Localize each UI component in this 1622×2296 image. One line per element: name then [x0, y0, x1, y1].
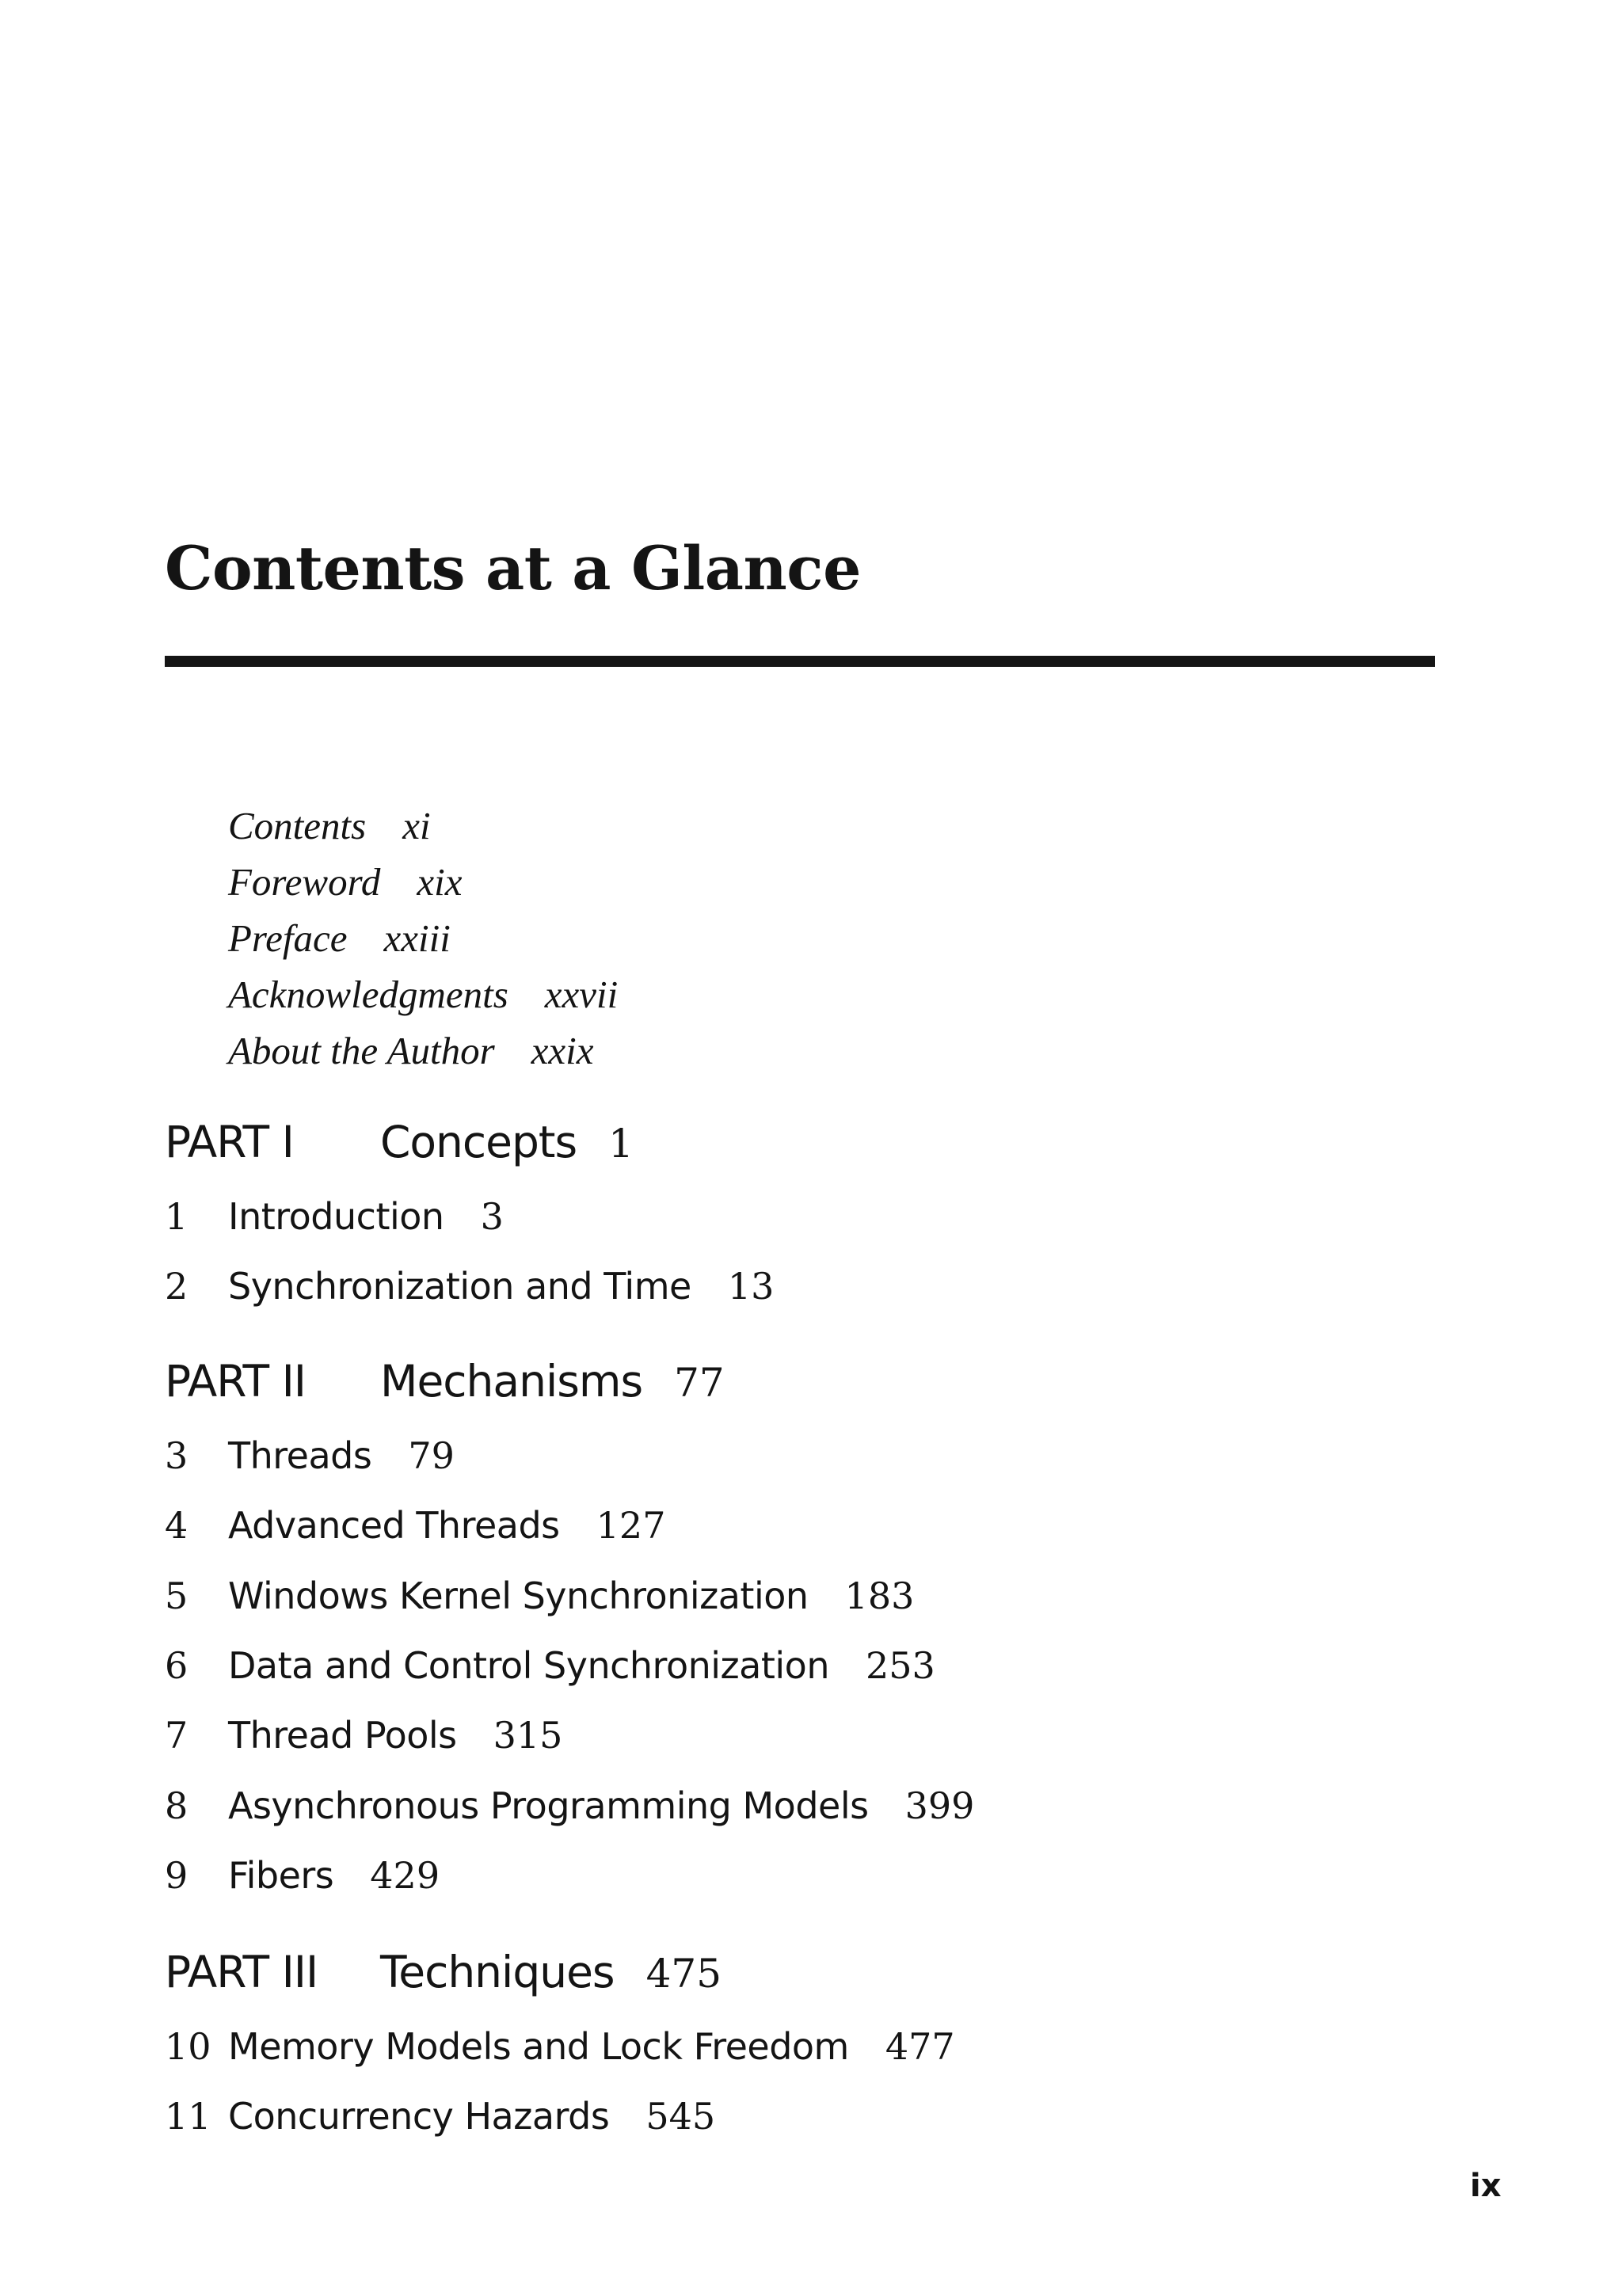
part-page: 77: [674, 1360, 725, 1406]
chapter-page: 429: [370, 1854, 440, 1897]
chapter-title: Memory Models and Lock Freedom: [228, 2025, 849, 2068]
chapter-number: 5: [165, 1574, 188, 1617]
chapter-page: 3: [480, 1195, 504, 1238]
chapter-number: 4: [165, 1504, 188, 1547]
part-page: 1: [608, 1121, 634, 1167]
chapter-title: Data and Control Synchronization: [228, 1644, 829, 1687]
toc-entry-foreword: [228, 860, 463, 904]
entry-label: Acknowledgments: [228, 973, 508, 1016]
chapter-page: 545: [645, 2095, 716, 2138]
toc-entry-about-the-author: [228, 1031, 594, 1070]
chapter-page: 127: [596, 1504, 666, 1547]
entry-label: About the Author: [228, 1029, 495, 1072]
part-tag: PART III: [165, 1947, 318, 1997]
title-rule: [165, 656, 1435, 667]
chapter-title: Windows Kernel Synchronization: [228, 1574, 809, 1617]
entry-page: xxiii: [383, 916, 451, 960]
chapter-page: 79: [408, 1434, 455, 1477]
chapter-page: 399: [904, 1784, 975, 1827]
chapter-title: Concurrency Hazards: [228, 2095, 610, 2138]
entry-label: Preface: [228, 916, 348, 960]
chapter-number: 7: [165, 1714, 188, 1757]
chapter-page: 477: [885, 2025, 955, 2068]
chapter-number: 10: [165, 2025, 211, 2068]
page-number: ix: [1470, 2168, 1502, 2204]
page-title: Contents at a Glance: [165, 533, 861, 604]
chapter-page: 315: [493, 1714, 563, 1757]
part-name: Techniques: [380, 1947, 615, 1997]
chapter-title: Fibers: [228, 1854, 334, 1897]
chapter-title: Asynchronous Programming Models: [228, 1784, 869, 1827]
part-name: Mechanisms: [380, 1356, 643, 1407]
toc-entry-contents: [228, 806, 431, 845]
chapter-number: 9: [165, 1854, 188, 1897]
part-tag: PART I: [165, 1117, 294, 1167]
entry-page: xix: [417, 860, 463, 904]
chapter-title: Thread Pools: [228, 1714, 457, 1757]
part-tag: PART II: [165, 1356, 307, 1407]
entry-page: xxvii: [544, 973, 619, 1016]
entry-label: Contents: [228, 804, 367, 847]
chapter-number: 1: [165, 1195, 188, 1238]
toc-entry-acknowledgments: [228, 975, 618, 1014]
chapter-title: Advanced Threads: [228, 1504, 560, 1547]
chapter-title: Threads: [228, 1434, 372, 1477]
toc-entry-preface: [228, 916, 451, 960]
chapter-title: Introduction: [228, 1195, 444, 1238]
chapter-number: 8: [165, 1784, 188, 1827]
entry-page: xi: [402, 804, 431, 847]
chapter-title: Synchronization and Time: [228, 1265, 691, 1308]
chapter-number: 2: [165, 1265, 188, 1308]
entry-label: Foreword: [228, 860, 381, 904]
chapter-number: 11: [165, 2095, 211, 2138]
part-page: 475: [645, 1951, 722, 1997]
chapter-page: 183: [844, 1574, 915, 1617]
chapter-page: 253: [865, 1644, 935, 1687]
chapter-number: 3: [165, 1434, 188, 1477]
chapter-number: 6: [165, 1644, 188, 1687]
chapter-page: 13: [727, 1265, 775, 1308]
part-name: Concepts: [380, 1117, 577, 1167]
entry-page: xxix: [531, 1029, 594, 1072]
